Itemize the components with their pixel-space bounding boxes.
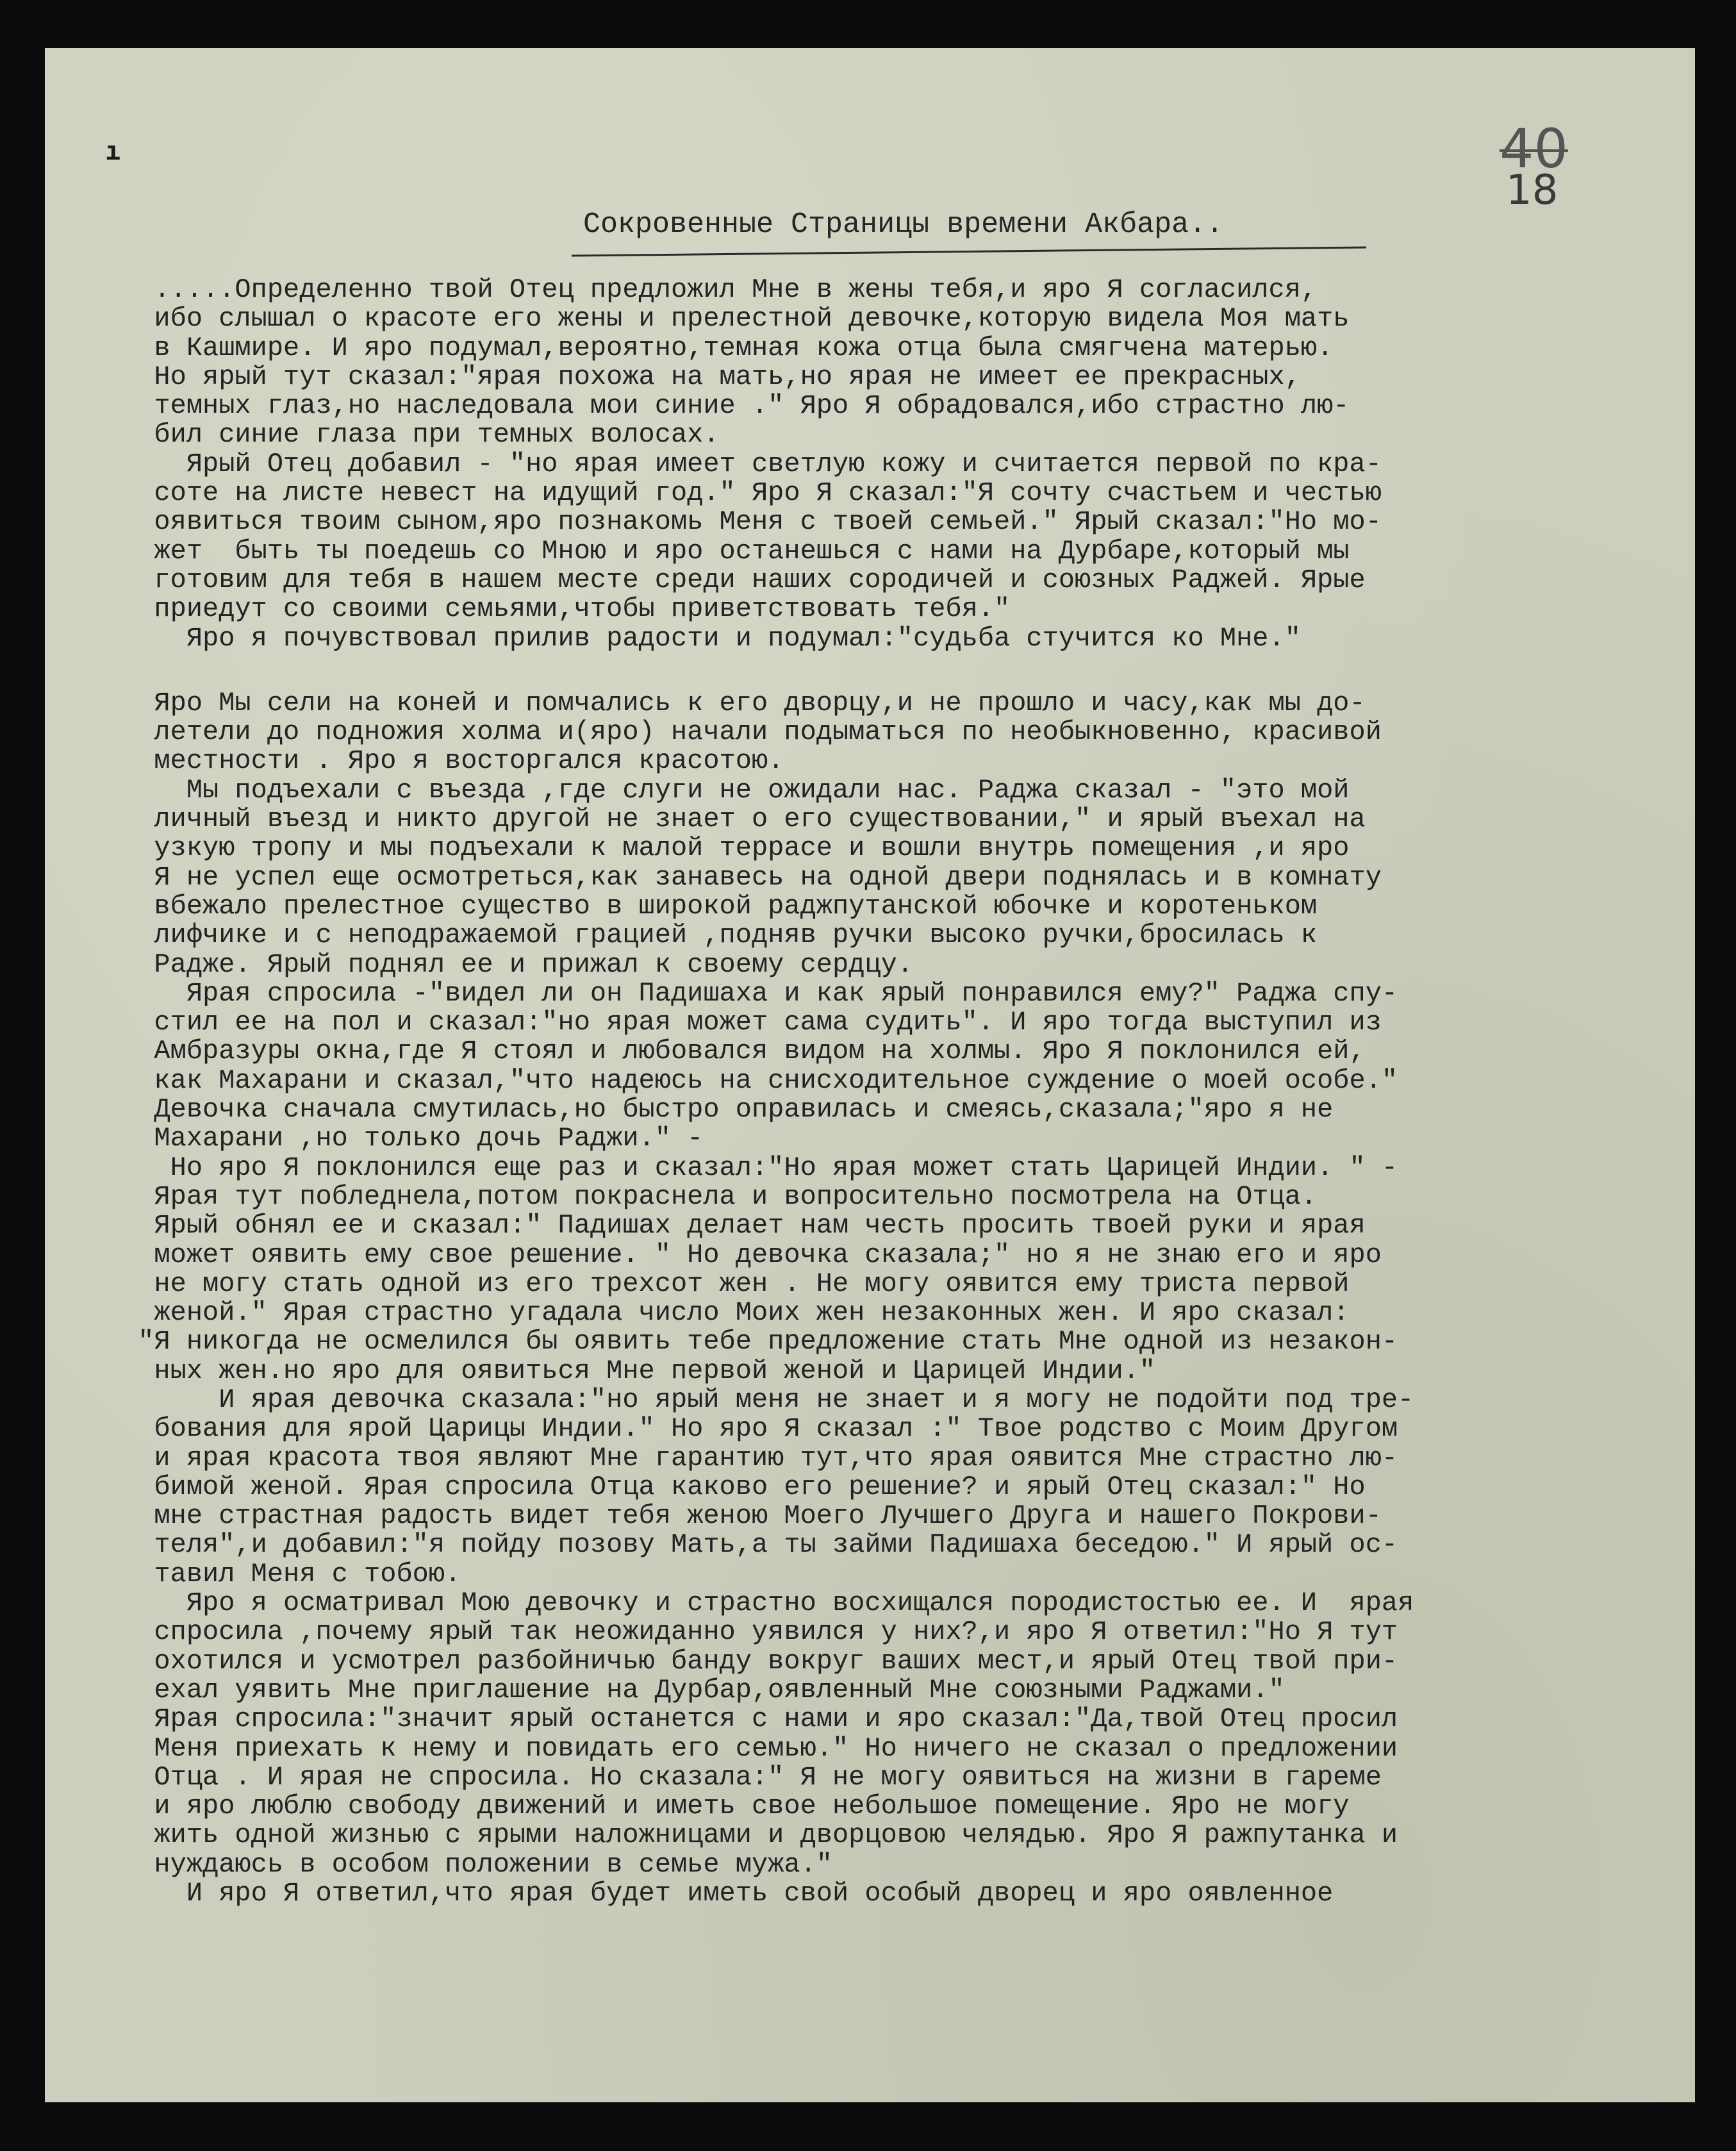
text-line: темных глаз,но наследовала мои синие ." Яро Я обрадовался,ибо страстно лю- xyxy=(122,390,1350,422)
text-line: .....Определенно твой Отец предложил Мне в жены тебя,и яро Я согласился, xyxy=(122,274,1318,305)
text-line: Но яро Я поклонился еще раз и сказал:"Но ярая может стать Царицей Индии. " - xyxy=(122,1152,1398,1183)
text-line: Яро Мы сели на коней и помчались к его дворцу,и не прошло и часу,как мы до- xyxy=(122,687,1366,718)
text-line: И яро Я ответил,что ярая будет иметь свой особый дворец и яро оявленное xyxy=(122,1878,1334,1909)
title-underline xyxy=(572,247,1366,257)
text-line: спросила ,почему ярый так неожиданно уявился у них?,и яро Я ответил:"Но Я тут xyxy=(122,1616,1398,1648)
text-line: Радже. Ярый поднял ее и прижал к своему сердцу. xyxy=(122,949,914,980)
text-line: Махарани ,но только дочь Раджи." - xyxy=(122,1123,704,1154)
text-line: приедут со своими семьями,чтобы приветствовать тебя." xyxy=(122,594,1011,625)
page-number: 18 xyxy=(1506,167,1558,214)
text-line: жет быть ты поедешь со Мною и яро останешься с нами на Дурбаре,который мы xyxy=(122,535,1350,567)
text-line: бимой женой. Ярая спросила Отца каково его решение? и ярый Отец сказал:" Но xyxy=(122,1471,1366,1502)
text-line: ехал уявить Мне приглашение на Дурбар,оявленный Мне союзными Раджами." xyxy=(122,1674,1285,1706)
text-line: Яро я осматривал Мою девочку и страстно восхищался породистостью ее. И ярая xyxy=(122,1588,1414,1619)
text-line: жить одной жизнью с ярыми наложницами и дворцовою челядью. Яро Я ражпутанка и xyxy=(122,1820,1398,1851)
text-line: теля",и добавил:"я пойду позову Мать,а ты займи Падишаха беседою." И ярый ос- xyxy=(122,1529,1398,1561)
text-line: Яро я почувствовал прилив радости и подумал:"судьба стучится ко Мне." xyxy=(122,622,1301,654)
text-line: Амбразуры окна,где Я стоял и любовался видом на холмы. Яро Я поклонился ей, xyxy=(122,1036,1366,1067)
text-line: Ярая спросила -"видел ли он Падишаха и как ярый понравился ему?" Раджа спу- xyxy=(122,977,1398,1009)
text-line: тавил Меня с тобою. xyxy=(122,1558,461,1590)
text-line: как Махарани и сказал,"что надеюсь на снисходительное суждение о моей особе." xyxy=(122,1065,1398,1096)
text-line: бил синие глаза при темных волосах. xyxy=(122,419,720,451)
text-line: Мы подъехали с въезда ,где слуги не ожидали нас. Раджа сказал - "это мой xyxy=(122,774,1350,806)
margin-mark: ı xyxy=(105,137,121,166)
text-line: и яро люблю свободу движений и иметь свое небольшое помещение. Яро не могу xyxy=(122,1791,1350,1822)
text-line: бования для ярой Царицы Индии." Но яро Я сказал :" Твое родство с Моим Другом xyxy=(122,1413,1398,1445)
text-line: охотился и усмотрел разбойничью банду вокруг ваших мест,и ярый Отец твой при- xyxy=(122,1645,1398,1677)
text-line: Я не успел еще осмотреться,как занавесь на одной двери поднялась и в комнату xyxy=(122,861,1382,893)
text-line: женой." Ярая страстно угадала число Моих жен незаконных жен. И яро сказал: xyxy=(122,1297,1350,1329)
text-line: Ярый обнял ее и сказал:" Падишах делает нам честь просить твоей руки и ярая xyxy=(122,1210,1366,1242)
typewritten-page xyxy=(45,48,1695,2102)
text-line: стил ее на пол и сказал:"но ярая может сама судить". И яро тогда выступил из xyxy=(122,1007,1382,1038)
text-line: ибо слышал о красоте его жены и прелестной девочке,которую видела Моя мать xyxy=(122,303,1350,335)
page-title: Сокровенные Страницы времени Акбара.. xyxy=(583,208,1224,241)
text-line: вбежало прелестное существо в широкой раджпутанской юбочке и коротеньком xyxy=(122,890,1318,922)
text-line: может оявить ему свое решение. " Но девочка сказала;" но я не знаю его и яро xyxy=(122,1239,1382,1270)
text-line: не могу стать одной из его трехсот жен . Не могу оявится ему триста первой xyxy=(122,1268,1350,1299)
text-line: Меня приехать к нему и повидать его семью." Но ничего не сказал о предложении xyxy=(122,1732,1398,1764)
text-line: Ярый Отец добавил - "но ярая имеет светлую кожу и считается первой по кра- xyxy=(122,448,1382,479)
text-line: Девочка сначала смутилась,но быстро оправилась и смеясь,сказала;"яро я не xyxy=(122,1094,1334,1125)
text-line: и ярая красота твоя являют Мне гарантию тут,что ярая оявится Мне страстно лю- xyxy=(122,1442,1398,1474)
text-line: ных жен.но яро для оявиться Мне первой женой и Царицей Индии." xyxy=(122,1355,1156,1386)
text-line: соте на листе невест на идущий год." Яро Я сказал:"Я сочту счастьем и честью xyxy=(122,478,1382,509)
text-line: оявиться твоим сыном,яро познакомь Меня с твоей семьей." Ярый сказал:"Но мо- xyxy=(122,506,1382,538)
struck-page-number: 40 xyxy=(1500,117,1568,180)
text-line: Но ярый тут сказал:"ярая похожа на мать,но ярая не имеет ее прекрасных, xyxy=(122,361,1301,392)
body-text xyxy=(122,276,1685,1908)
text-line: Ярая спросила:"значит ярый останется с нами и яро сказал:"Да,твой Отец просил xyxy=(122,1704,1398,1735)
text-line: летели до подножия холма и(яро) начали подыматься по необыкновенно, красивой xyxy=(122,717,1382,748)
text-line: Ярая тут побледнела,потом покраснела и вопросительно посмотрела на Отца. xyxy=(122,1181,1318,1212)
paragraph-gap xyxy=(122,653,1685,689)
text-line: И ярая девочка сказала:"но ярый меня не знает и я могу не подойти под тре- xyxy=(122,1384,1414,1415)
text-line: мне страстная радость видет тебя женою Моего Лучшего Друга и нашего Покрови- xyxy=(122,1500,1382,1532)
text-line: "Я никогда не осмелился бы оявить тебе предложение стать Мне одной из незакон- xyxy=(122,1326,1398,1358)
text-line: готовим для тебя в нашем месте среди наших сородичей и союзных Раджей. Ярые xyxy=(122,564,1366,595)
text-line: узкую тропу и мы подъехали к малой террасе и вошли внутрь помещения ,и яро xyxy=(122,833,1350,864)
text-line: личный въезд и никто другой не знает о его существовании," и ярый въехал на xyxy=(122,804,1366,835)
text-line: нуждаюсь в особом положении в семье мужа." xyxy=(122,1848,832,1880)
text-line: лифчике и с неподражаемой грацией ,подняв ручки высоко ручки,бросилась к xyxy=(122,920,1318,951)
text-line: в Кашмире. И яро подумал,вероятно,темная кожа отца была смягчена матерью. xyxy=(122,332,1334,363)
text-line: Отца . И ярая не спросила. Но сказала:" Я не могу оявиться на жизни в гареме xyxy=(122,1761,1382,1793)
text-line: местности . Яро я восторгался красотою. xyxy=(122,745,784,777)
